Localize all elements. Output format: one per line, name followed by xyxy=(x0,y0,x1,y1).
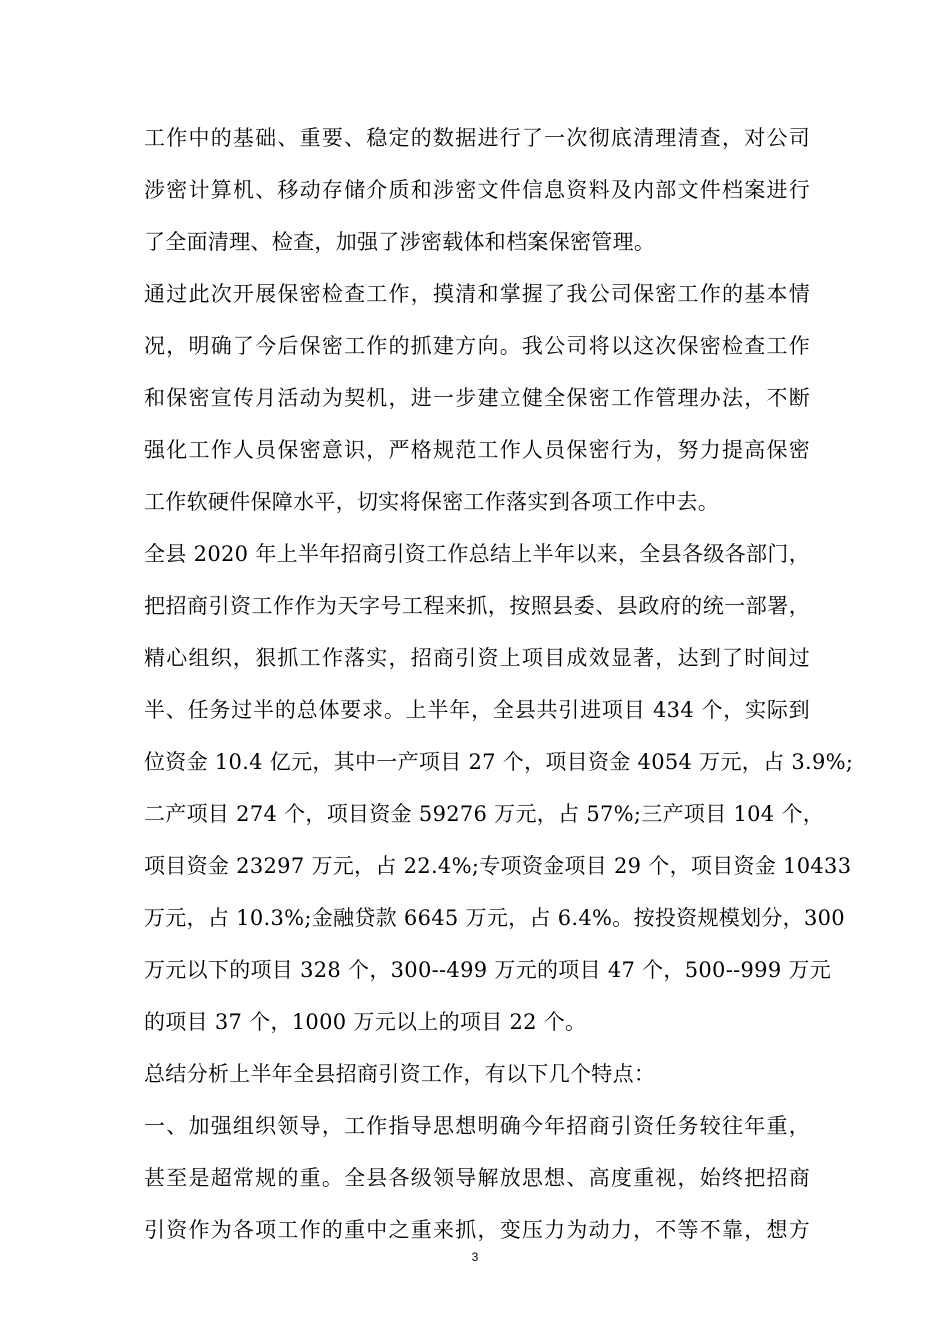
text-line: 总结分析上半年全县招商引资工作，有以下几个特点： xyxy=(144,1062,656,1086)
text-line: 二产项目 274 个，项目资金 59276 万元，占 57%;三产项目 104 个， xyxy=(144,802,825,826)
text-line: 了全面清理、检查，加强了涉密载体和档案保密管理。 xyxy=(144,230,656,254)
text-line: 半、任务过半的总体要求。上半年，全县共引进项目 434 个，实际到 xyxy=(144,698,810,722)
text-line: 的项目 37 个，1000 万元以上的项目 22 个。 xyxy=(144,1010,587,1034)
text-line: 位资金 10.4 亿元，其中一产项目 27 个，项目资金 4054 万元，占 3.9%; xyxy=(144,750,854,774)
text-line: 万元，占 10.3%;金融贷款 6645 万元，占 6.4%。按投资规模划分，300 xyxy=(144,906,845,930)
text-line: 引资作为各项工作的重中之重来抓，变压力为动力，不等不靠，想方 xyxy=(144,1218,810,1242)
text-line: 把招商引资工作作为天字号工程来抓，按照县委、县政府的统一部署， xyxy=(144,594,810,618)
text-line: 项目资金 23297 万元，占 22.4%;专项资金项目 29 个，项目资金 10433 xyxy=(144,854,852,878)
text-line: 工作软硬件保障水平，切实将保密工作落实到各项工作中去。 xyxy=(144,490,720,514)
text-line: 精心组织，狠抓工作落实，招商引资上项目成效显著，达到了时间过 xyxy=(144,646,810,670)
text-line: 甚至是超常规的重。全县各级领导解放思想、高度重视，始终把招商 xyxy=(144,1166,810,1190)
text-line: 况，明确了今后保密工作的抓建方向。我公司将以这次保密检查工作 xyxy=(144,334,810,358)
text-line: 强化工作人员保密意识，严格规范工作人员保密行为，努力提高保密 xyxy=(144,438,810,462)
text-line: 通过此次开展保密检查工作，摸清和掌握了我公司保密工作的基本情 xyxy=(144,282,810,306)
text-line: 万元以下的项目 328 个，300--499 万元的项目 47 个，500--999 万元 xyxy=(144,958,832,982)
text-line: 涉密计算机、移动存储介质和涉密文件信息资料及内部文件档案进行 xyxy=(144,178,810,202)
text-line: 一、加强组织领导，工作指导思想明确今年招商引资任务较往年重， xyxy=(144,1114,810,1138)
text-line: 全县 2020 年上半年招商引资工作总结上半年以来，全县各级各部门， xyxy=(144,542,810,566)
page-number: 3 xyxy=(471,1250,479,1264)
text-line: 和保密宣传月活动为契机，进一步建立健全保密工作管理办法，不断 xyxy=(144,386,810,410)
body-text xyxy=(144,112,854,1256)
text-line: 工作中的基础、重要、稳定的数据进行了一次彻底清理清查，对公司 xyxy=(144,126,810,150)
